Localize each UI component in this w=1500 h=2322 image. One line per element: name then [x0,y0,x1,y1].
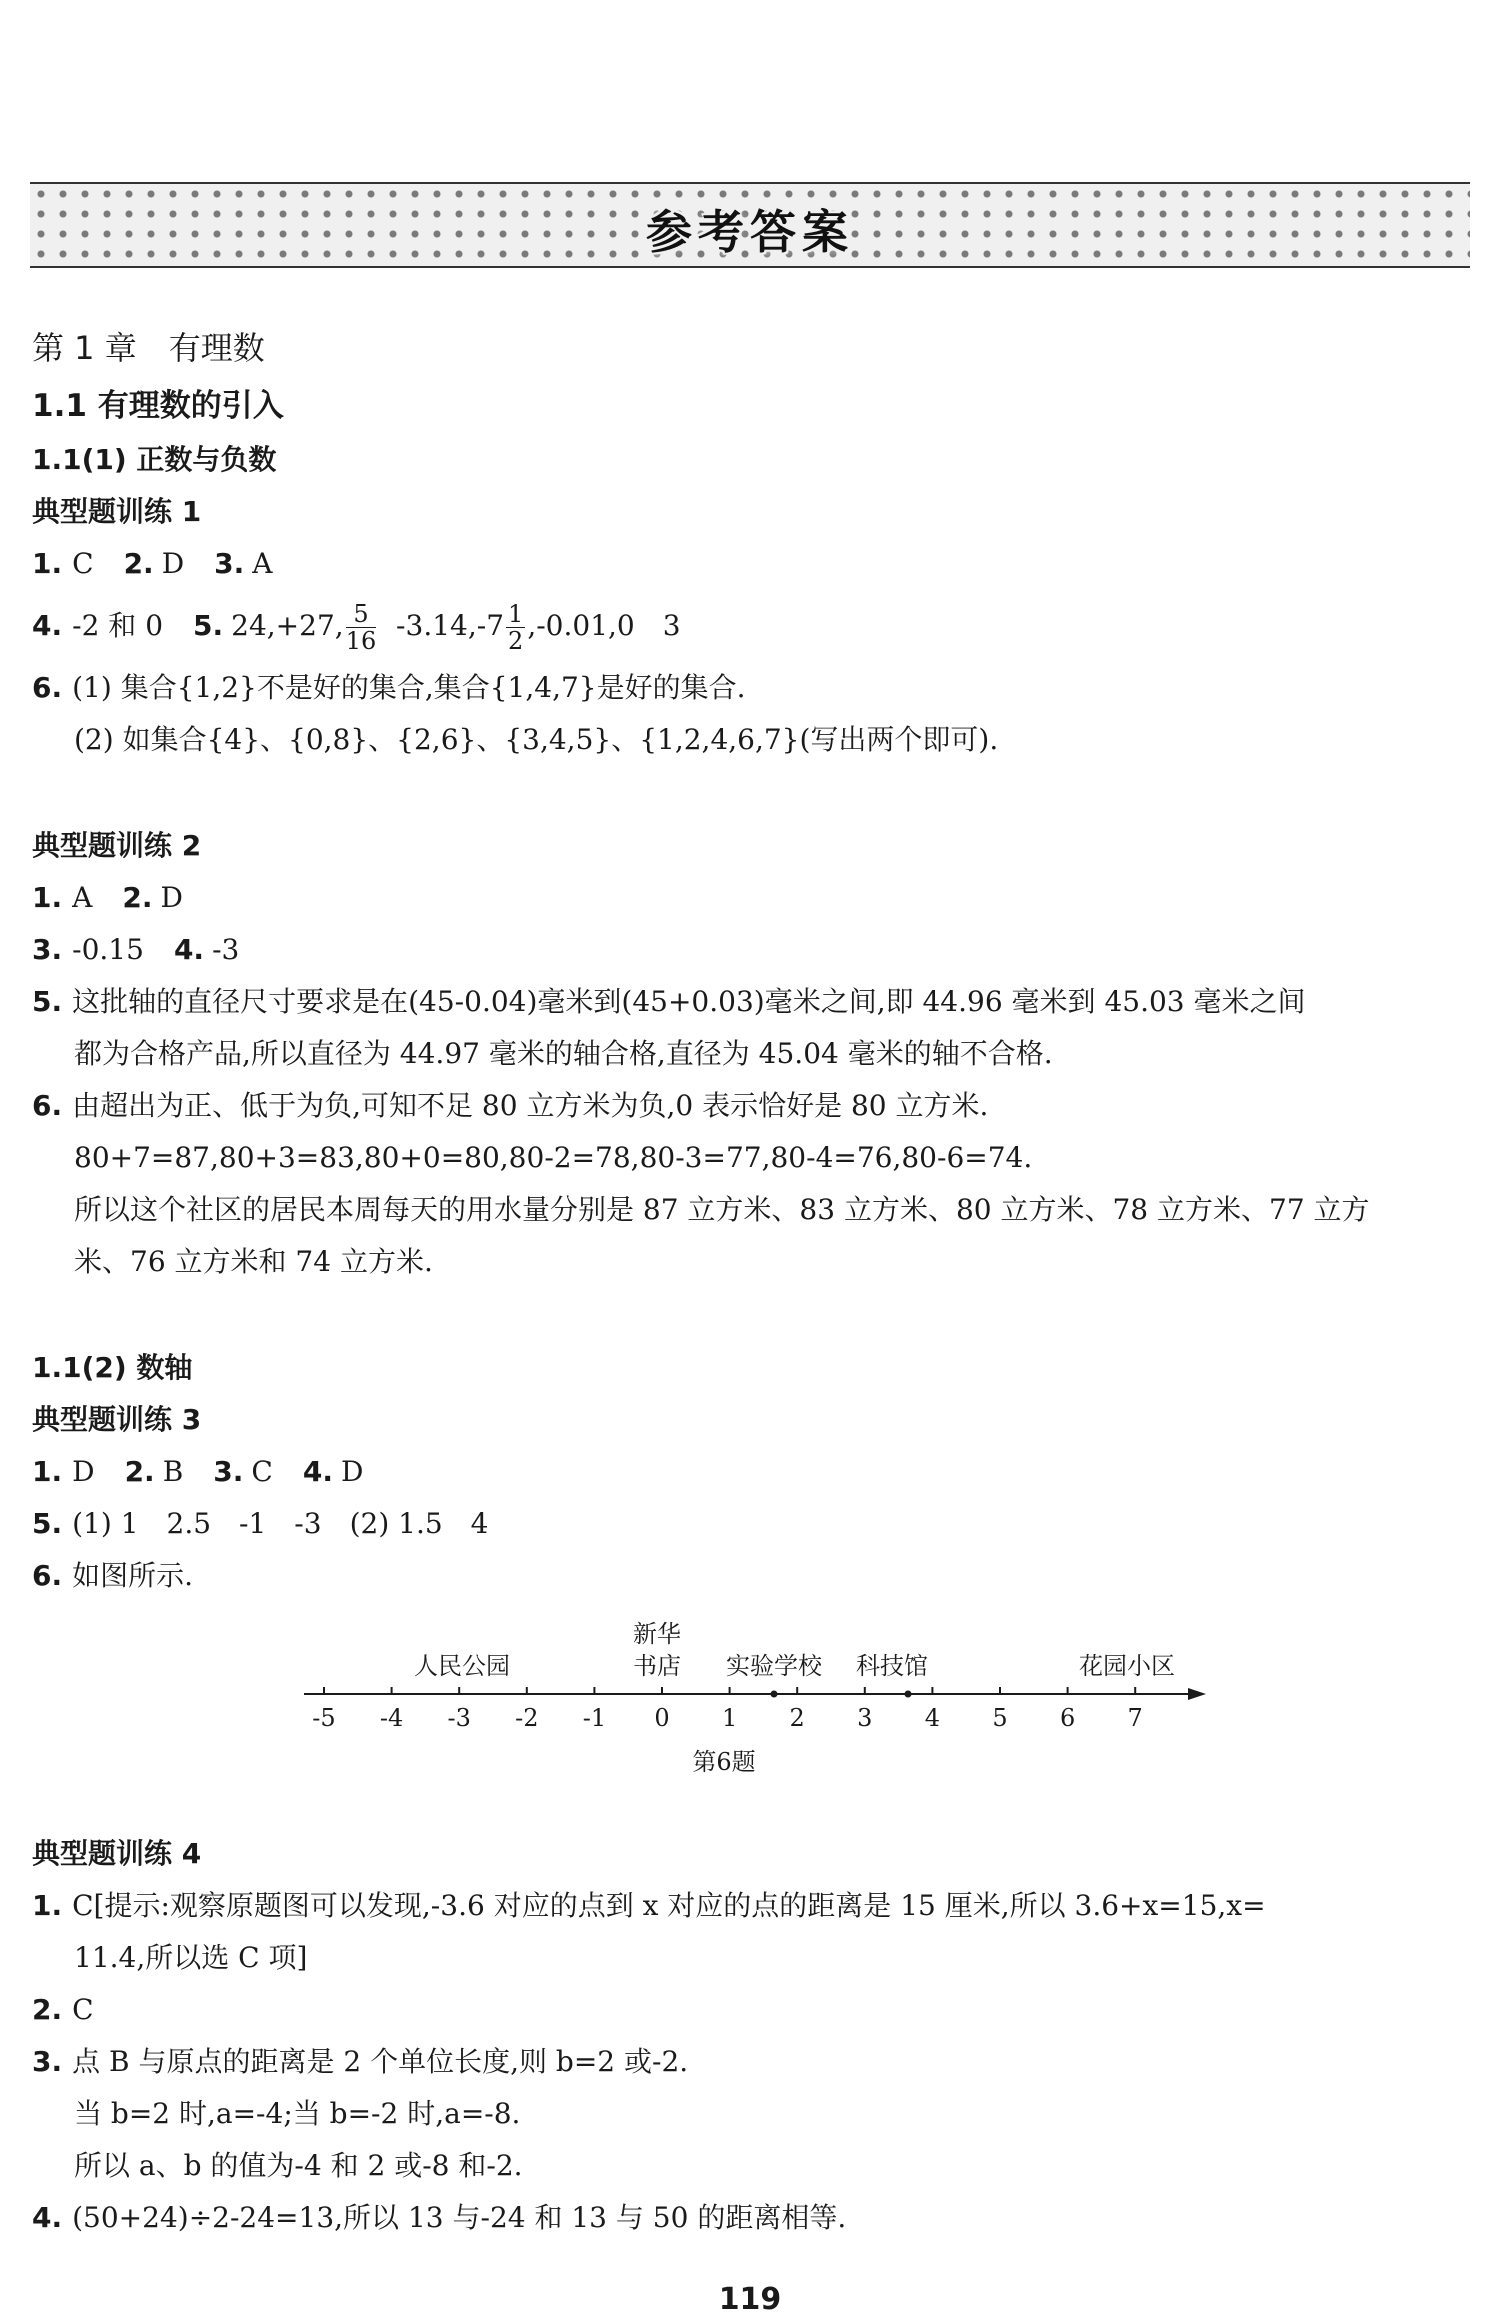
answer: A [72,881,93,914]
tick-label: -5 [312,1704,336,1732]
answer: (1) 1 2.5 -1 -3 (2) 1.5 4 [72,1507,489,1540]
answer-line: 所以这个社区的居民本周每天的用水量分别是 87 立方米、83 立方米、80 立方米、78 立方米、77 立方 [74,1193,1370,1226]
page-number: 119 [718,2282,782,2317]
number-line-figure [32,1602,1472,1788]
fraction-numerator: 1 [508,600,524,628]
label-museum: 科技馆 [856,1652,928,1680]
tick-label: 1 [721,1704,738,1732]
answer-banner [30,182,1470,268]
answer-content [32,318,1472,2244]
tick-label: 7 [1127,1704,1143,1732]
label-bookstore-line2: 书店 [633,1652,681,1680]
answer-line [32,976,1472,1028]
banner-title: 参考答案 [646,205,854,259]
point-school [771,1691,778,1698]
question-number: 6. [32,1089,63,1122]
answer-line: 当 b=2 时,a=-4;当 b=-2 时,a=-8. [74,2097,521,2130]
subsection-heading: 1.1(2) 数轴 [32,1351,193,1384]
answer-line [32,1984,1472,2036]
answer-line [32,1446,1472,1498]
tick-label: 4 [924,1704,941,1732]
answer: D [161,547,185,580]
question-number: 3. [32,933,63,966]
answer-line: 米、76 立方米和 74 立方米. [74,1245,433,1278]
point-museum [905,1691,912,1698]
tick-label: 5 [992,1704,1008,1732]
answer-line: 都为合格产品,所以直径为 44.97 毫米的轴合格,直径为 45.04 毫米的轴不合格. [74,1037,1053,1070]
question-number: 5. [32,1507,63,1540]
answer-line: 80+7=87,80+3=83,80+0=80,80-2=78,80-3=77,80-4=76,80-6=74. [74,1141,1033,1174]
answer-line [32,872,1472,924]
subsection-heading: 1.1(1) 正数与负数 [32,443,277,476]
answer: D [160,881,183,914]
question-number: 5. [193,609,224,642]
tick-label: 0 [654,1704,670,1732]
question-number: 4. [32,2201,63,2234]
fraction [346,601,377,654]
question-number: 4. [32,609,63,642]
question-number: 6. [32,1559,63,1592]
answer: (1) 集合{1,2}不是好的集合,集合{1,4,7}是好的集合. [72,671,746,704]
training-heading: 典型题训练 3 [32,1403,202,1436]
question-number: 1. [32,881,63,914]
question-number: 6. [32,671,63,704]
question-number: 1. [32,1889,63,1922]
answer: 如图所示. [72,1559,194,1592]
question-number: 3. [32,2045,63,2078]
answer-line [32,924,1472,976]
tick-label: 2 [789,1704,805,1732]
fraction-numerator: 5 [346,601,377,628]
question-number: 3. [214,547,245,580]
answer-line [32,590,1472,662]
answer: D [72,1455,95,1488]
training-heading: 典型题训练 4 [32,1837,202,1870]
chapter-heading: 第 1 章 有理数 [32,329,265,367]
section-heading: 1.1 有理数的引入 [32,388,284,424]
question-number: 1. [32,1455,63,1488]
tick-label: -4 [379,1704,404,1732]
answer-line [32,1880,1472,1932]
answer: -3.14,-7 [396,609,505,642]
answer: 这批轴的直径尺寸要求是在(45-0.04)毫米到(45+0.03)毫米之间,即 44.96 毫米到 45.03 毫米之间 [72,985,1306,1018]
answer-line [32,1498,1472,1550]
label-garden: 花园小区 [1079,1652,1175,1680]
answer: 24,+27, [231,609,344,642]
answer-line [32,1550,1472,1602]
answer-line: (2) 如集合{4}、{0,8}、{2,6}、{3,4,5}、{1,2,4,6,7}(写出两个即可). [74,723,999,756]
question-number: 1. [32,547,63,580]
question-number: 2. [32,1993,63,2026]
answer: 点 B 与原点的距离是 2 个单位长度,则 b=2 或-2. [72,2045,689,2078]
answer-line [32,2036,1472,2088]
answer: B [162,1455,184,1488]
tick-label: -1 [582,1704,607,1732]
answer: C [72,547,94,580]
question-number: 2. [124,1455,155,1488]
answer: C[提示:观察原题图可以发现,-3.6 对应的点到 x 对应的点的距离是 15 厘米,所以 3.6+x=15,x= [72,1889,1266,1922]
tick-label: 6 [1059,1704,1076,1732]
answer-line [32,2192,1472,2244]
question-number: 2. [123,547,154,580]
answer: 由超出为正、低于为负,可知不足 80 立方米为负,0 表示恰好是 80 立方米. [72,1089,989,1122]
axis-arrow-icon [1188,1688,1206,1700]
answer-line [32,1080,1472,1132]
answer: -2 和 0 [72,609,164,642]
answer-line [32,662,1472,714]
fraction-denominator: 2 [508,627,524,655]
training-heading: 典型题训练 1 [32,495,202,528]
label-bookstore-line1: 新华 [633,1620,681,1648]
question-number: 2. [122,881,153,914]
answer-line: 11.4,所以选 C 项] [74,1941,308,1974]
tick-label: -2 [515,1704,539,1732]
fraction [506,601,525,654]
answer: (50+24)÷2-24=13,所以 13 与-24 和 13 与 50 的距离相等. [72,2201,847,2234]
answer-line: 所以 a、b 的值为-4 和 2 或-8 和-2. [74,2149,523,2182]
label-school: 实验学校 [726,1652,822,1680]
training-heading: 典型题训练 2 [32,829,202,862]
figure-caption: 第6题 [692,1748,756,1776]
answer-line [32,538,1472,590]
question-number: 3. [213,1455,244,1488]
label-park: 人民公园 [414,1652,510,1680]
answer: C [72,1993,94,2026]
tick-label: -3 [447,1704,471,1732]
answer: C [251,1455,273,1488]
question-number: 4. [302,1455,333,1488]
tick-label: 3 [857,1704,873,1732]
answer: -3 [212,933,240,966]
number-line-diagram [32,1602,1472,1788]
answer: A [252,547,273,580]
answer: D [340,1455,364,1488]
fraction-denominator: 16 [345,627,377,655]
answer: ,-0.01,0 3 [527,609,681,642]
answer: -0.15 [72,933,144,966]
question-number: 4. [173,933,205,966]
question-number: 5. [32,985,63,1018]
